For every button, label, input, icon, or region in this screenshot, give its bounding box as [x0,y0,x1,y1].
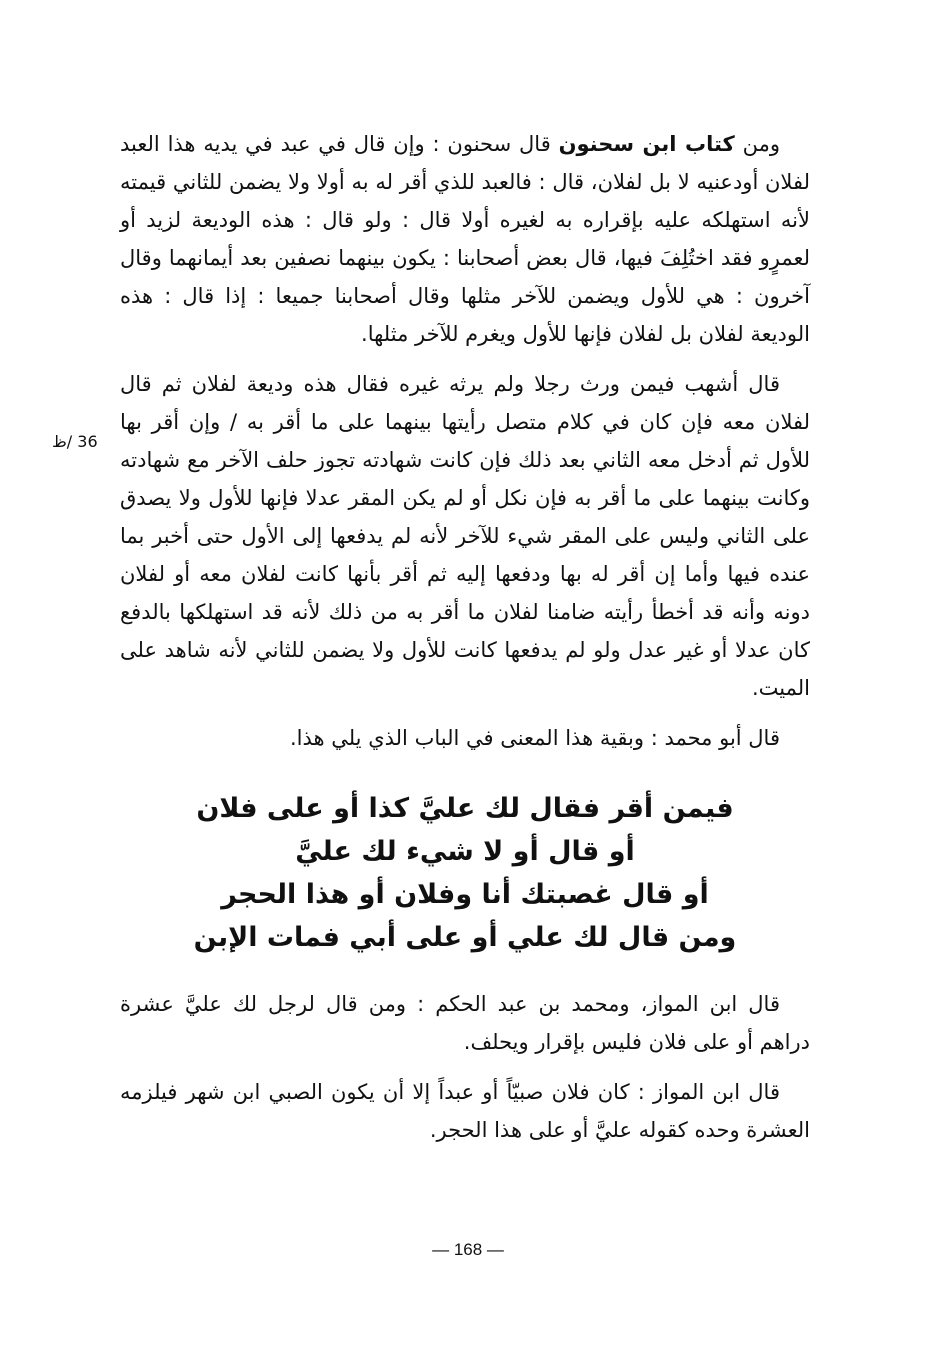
paragraph-ibn-sahnun [120,125,810,353]
paragraph-ashhab: قال أشهب فيمن ورث رجلا ولم يرثه غيره فقال هذه وديعة لفلان ثم قال لفلان معه فإن كان في كلام متصل رأيتها بينهما على ما أقر به / وإن أقر بها للأول ثم أدخل معه الثاني بعد ذلك فإن كانت شهادته تجوز حلف الآخر مع شهادته وكانت بينهما على ما أقر به فإن نكل أو لم يكن المقر عدلا فإنها للأول ولا يصدق على الثاني وليس على المقر شيء للآخر لأنه لم يدفعها إلى الأول حتى أخبر بما عنده فيها وأما إن أقر له بها ودفعها إليه ثم أقر بأنها كانت لفلان معه أو لفلان دونه وأنه قد أخطأ رأيته ضامنا لفلان ما أقر به من ذلك لأنه قد استهلكها بالدفع كان عدلا أو غير عدل ولو لم يدفعها كانت للأول ولا يضمن للثاني لأنه شاهد على الميت. [120,372,810,700]
heading-line: ومن قال لك علي أو على أبي فمات الإبن [193,922,737,953]
heading-line: أو قال غصبتك أنا وفلان أو هذا الحجر [221,879,709,910]
paragraph-ibn-al-mawwaz-2: قال ابن المواز : كان فلان صبيّاً أو عبداً إلا أن يكون الصبي ابن شهر فيلزمه العشرة وحده كقوله عليَّ أو على هذا الحجر. [120,1080,810,1142]
heading-line: أو قال أو لا شيء لك عليَّ [295,836,635,867]
page-body [120,125,810,1161]
heading-line: فيمن أقر فقال لك عليَّ كذا أو على فلان [196,793,734,824]
paragraph-text: قال سحنون : وإن قال في عبد في يديه هذا العبد لفلان أودعنيه لا بل لفلان، قال : فالعبد للذي أقر له به أولا ولا يضمن للثاني قيمته لأنه استهلكه عليه بإقراره به لغيره أولا قال : ولو قال : هذه الوديعة لزيد أو لعمرٍو فقد اختُلِفَ فيها، قال بعض أصحابنا : يكون بينهما نصفين بعد أيمانهما وقال آخرون : هي للأول ويضمن للآخر مثلها وقال أصحابنا جميعا : إذا قال : هذه الوديعة لفلان بل لفلان فإنها للأول ويغرم للآخر مثلها. [120,132,810,346]
paragraph-ibn-al-mawwaz-1: قال ابن المواز، ومحمد بن عبد الحكم : ومن قال لرجل لك عليَّ عشرة دراهم أو على فلان فليس بإقرار ويحلف. [120,992,810,1054]
paragraph-lead: ومن [734,132,780,156]
page-number: — 168 — [432,1240,504,1259]
book-title-ibn-sahnun: كتاب ابن سحنون [558,132,735,156]
paragraph-abu-muhammad: قال أبو محمد : وبقية هذا المعنى في الباب الذي يلي هذا. [289,726,780,750]
section-heading [120,787,810,959]
margin-folio-reference: 36 /ظ [52,432,98,451]
